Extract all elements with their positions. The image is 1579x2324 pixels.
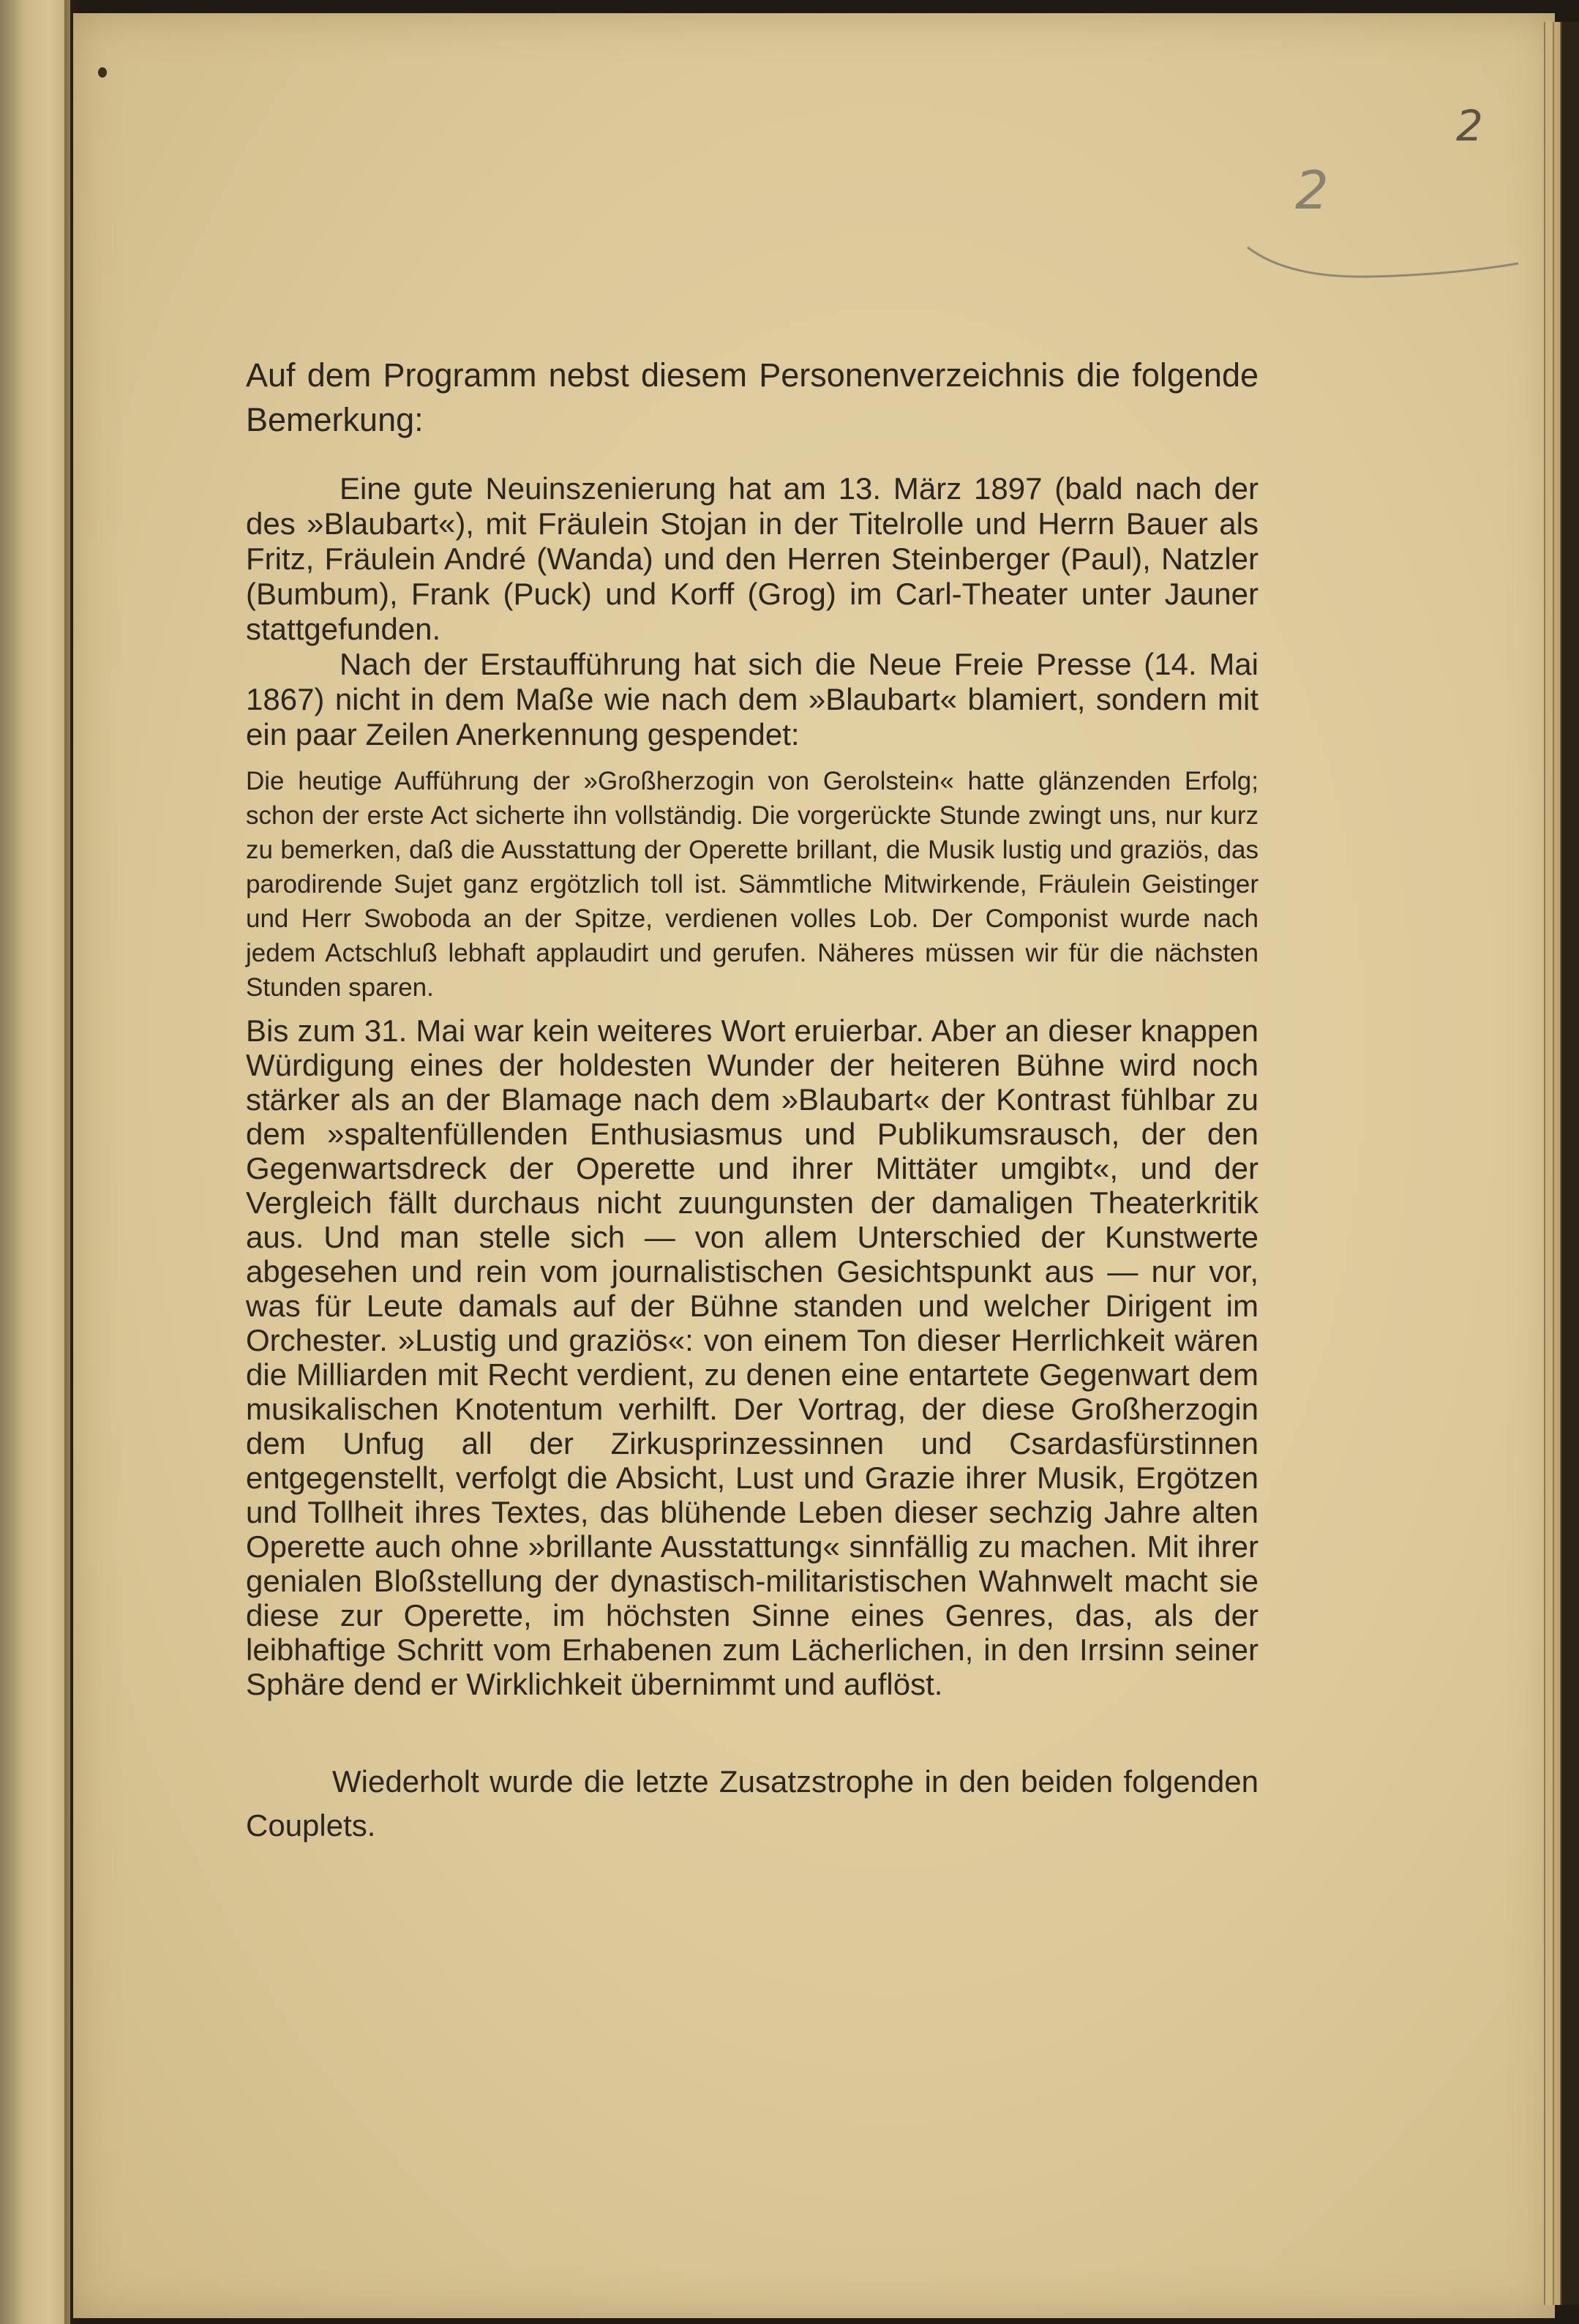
paragraph-erstauffuehrung: Nach der Erstaufführung hat sich die Neue Freie Presse (14. Mai 1867) nicht in dem Maße wie nach dem »Blaubart« blamiert, sondern mit ein paar Zeilen Anerkennung gespendet: [246, 647, 1259, 751]
pencil-stroke [1244, 241, 1522, 285]
press-quote: Die heutige Aufführung der »Großherzogin von Gerolstein« hatte glänzenden Erfolg; schon der erste Act sicherte ihn vollständig. Die vorgerückte Stunde zwingt uns, nur kurz zu bemerken, daß die Ausstattung der Operette brillant, die Musik lustig und graziös, das parodirende Sujet ganz ergötzlich toll ist. Sämmtliche Mitwirkende, Fräulein Geistinger und Herr Swoboda an der Spitze, verdienen volles Lob. Der Componist wurde nach jedem Actschluß lebhaft applaudirt und gerufen. Näheres müssen wir für die nächsten Stunden sparen. [246, 767, 1259, 1002]
body-section-1 [246, 471, 1259, 752]
paragraph-commentary: Bis zum 31. Mai war kein weiteres Wort eruierbar. Aber an dieser knappen Würdigung eines der holdesten Wunder der heiteren Bühne wird noch stärker als an der Blamage nach dem »Blaubart« der Kontrast fühlbar zu dem »spaltenfüllenden Enthusiasmus und Publikumsrausch, der den Gegenwartsdreck der Operette und ihrer Mittäter umgibt«, und der Vergleich fällt durchaus nicht zuungunsten der damaligen Theaterkritik aus. Und man stelle sich — von allem Unterschied der Kunstwerte abgesehen und rein vom journalistischen Gesichtspunkt aus — nur vor, was für Leute damals auf der Bühne standen und welcher Dirigent im Orchester. »Lustig und graziös«: von einem Ton dieser Herrlichkeit wären die Milliarden mit Recht verdient, zu denen eine entartete Gegenwart dem musikalischen Knotentum verhilft. Der Vortrag, der diese Großherzogin dem Unfug all der Zirkusprinzessinnen und Csardasfürstinnen entgegenstellt, verfolgt die Absicht, Lust und Grazie ihrer Musik, Ergötzen und Tollheit ihres Textes, das blühende Leben dieser sechzig Jahre alten Operette auch ohne »brillante Ausstattung« sinnfällig zu machen. Mit ihrer genialen Bloßstellung der dynastisch-militaristischen Wahnwelt macht sie diese zur Operette, im höchsten Sinne eines Genres, das, als der leibhaftige Schritt vom Erhabenen zum Lächerlichen, in den Irrsinn seiner Sphäre dend er Wirklichkeit übernimmt und auflöst. [246, 1013, 1259, 1701]
page-text [246, 353, 1259, 1848]
final-note: Wiederholt wurde die letzte Zusatzstrophe in den beiden folgenden Couplets. [246, 1764, 1259, 1843]
binding-hole [98, 67, 107, 78]
pencil-page-number: 2 [1456, 101, 1483, 151]
page-edge-dark [1560, 22, 1579, 2305]
paragraph-neuinszenierung: Eine gute Neuinszenierung hat am 13. März 1897 (bald nach der des »Blaubart«), mit Fräulein Stojan in der Titelrolle und Herrn Bauer als Fritz, Fräulein André (Wanda) und den Herren Steinberger (Paul), Natzler (Bumbum), Frank (Puck) und Korff (Grog) im Carl-Theater unter Jauner stattgefunden. [246, 471, 1259, 646]
body-section-2 [246, 1013, 1259, 1701]
pencil-folio-number: 2 [1295, 160, 1329, 221]
book-spine-edge [0, 0, 70, 2324]
intro-line: Auf dem Programm nebst diesem Personenverzeichnis die folgende Bemerkung: [246, 356, 1259, 438]
